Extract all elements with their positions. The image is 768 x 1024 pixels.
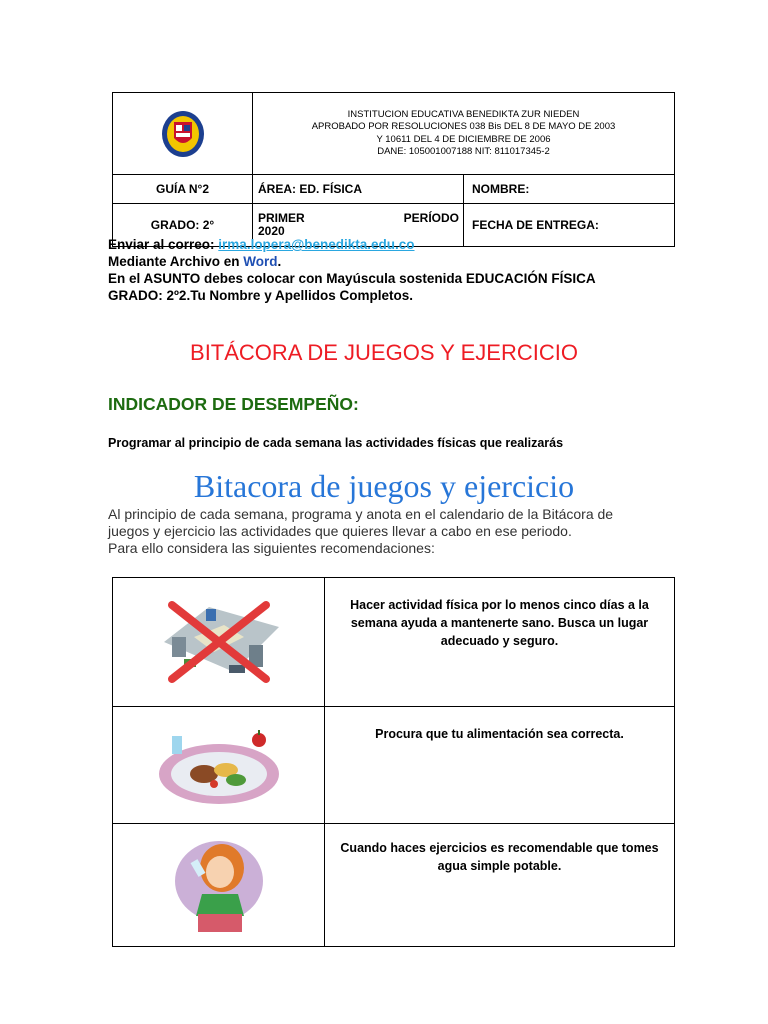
email-line [108,236,708,253]
logo-cell [113,93,253,175]
archivo-suffix: . [277,254,282,269]
area-label: ÁREA: ED. FÍSICA [253,175,464,204]
recommendation-row [113,578,675,707]
asunto-line-1: En el ASUNTO debes colocar con Mayúscula sostenida EDUCACIÓN FÍSICA [108,271,596,286]
recommendations-table [112,577,675,947]
recommendation-image-cell [113,578,325,707]
healthy-meal-icon [154,722,284,808]
institution-name: INSTITUCION EDUCATIVA BENEDIKTA ZUR NIEDEN [347,108,580,120]
asunto-line-2: GRADO: 2º2.Tu Nombre y Apellidos Completos. [108,288,413,303]
archivo-prefix: Mediante Archivo en [108,254,244,269]
program-text: Programar al principio de cada semana las actividades físicas que realizarás [108,436,564,450]
intro-line-1: Al principio de cada semana, programa y anota en el calendario de la Bitácora de [108,506,614,522]
nombre-field: NOMBRE: [464,175,675,204]
word-label: Word [243,254,278,269]
fecha-entrega-field: FECHA DE ENTREGA: [464,204,675,247]
email-prefix: Enviar al correo: [108,237,219,252]
intro-line-3: Para ello considera las siguientes recomendaciones: [108,540,435,556]
unsafe-street-icon [154,597,284,687]
periodo-year: 2020 [258,224,285,238]
bitacora-title: Bitacora de juegos y ejercicio [193,468,575,504]
resolution-line-2: Y 10611 DEL 4 DE DICIEMBRE DE 2006 [376,133,551,145]
main-title: BITÁCORA DE JUEGOS Y EJERCICIO [190,340,578,365]
instructions [108,236,708,304]
grado-label: GRADO: 2° [113,204,253,247]
recommendation-image-cell [113,824,325,947]
periodo-word: PERÍODO [403,211,459,225]
guia-number: GUÍA N°2 [113,175,253,204]
header-table [112,92,675,247]
dane-nit: DANE: 105001007188 NIT: 811017345-2 [377,146,550,157]
archivo-line [108,253,708,270]
recommendation-text: Cuando haces ejercicios es recomendable que tomes agua simple potable. [325,824,675,947]
institution-info [253,93,675,175]
recommendation-text: Hacer actividad física por lo menos cinco días a la semana ayuda a mantenerte sano. Busca un lugar adecuado y seguro. [325,578,675,707]
indicator-title: INDICADOR DE DESEMPEÑO: [108,394,359,414]
recommendation-row [113,824,675,947]
periodo-ordinal: PRIMER [258,211,305,225]
intro-paragraph [108,506,668,557]
intro-line-2: juegos y ejercicio las actividades que quieres llevar a cabo en ese periodo. [108,523,572,539]
girl-drinking-water-icon [164,836,274,934]
school-logo-icon [161,110,205,158]
recommendation-image-cell [113,707,325,824]
recommendation-row [113,707,675,824]
resolution-line-1: APROBADO POR RESOLUCIONES 038 Bis DEL 8 DE MAYO DE 2003 [311,121,616,132]
email-link[interactable]: irma.lopera@benedikta.edu.co [218,237,415,252]
recommendation-text: Procura que tu alimentación sea correcta. [325,707,675,824]
